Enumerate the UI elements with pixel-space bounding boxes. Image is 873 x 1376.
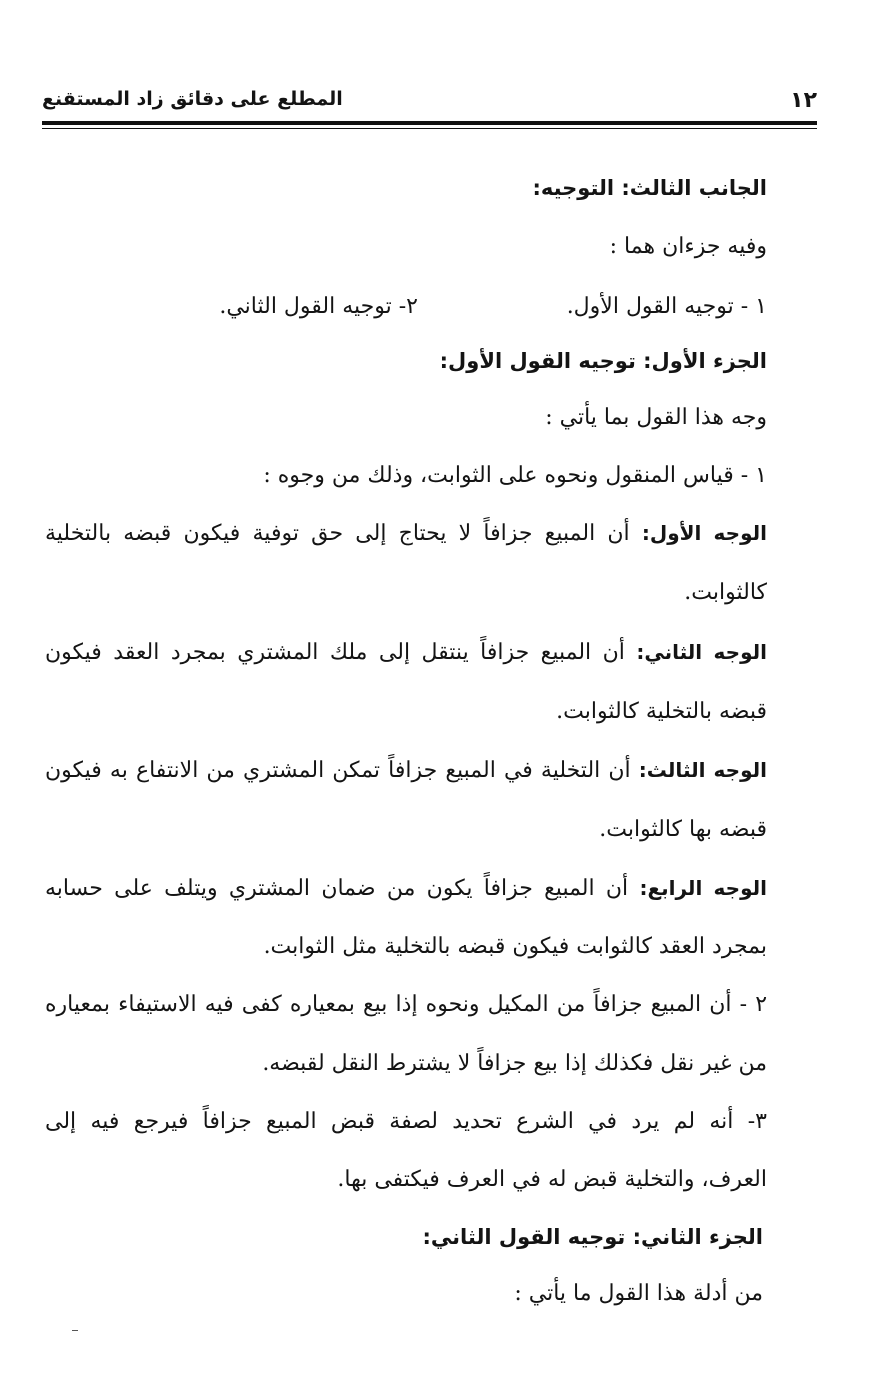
point-three-line-1: ٣- أنه لم يرد في الشرع تحديد لصفة قبض المبيع جزافاً فيرجع فيه إلى	[45, 1109, 767, 1134]
header-rule-thick	[42, 121, 817, 125]
aspect-three-text: أن التخلية في المبيع جزافاً تمكن المشتري من الانتفاع به فيكون	[45, 758, 631, 783]
aspect-one-text: أن المبيع جزافاً لا يحتاج إلى حق توفية فيكون قبضه بالتخلية	[45, 521, 630, 546]
aspect-four-label: الوجه الرابع:	[639, 876, 767, 900]
aspect-three-label: الوجه الثالث:	[638, 758, 767, 782]
header-rule-thin	[42, 128, 817, 129]
part-two-heading: الجزء الثاني: توجيه القول الثاني:	[422, 1225, 763, 1249]
point-three-line-2: العرف، والتخلية قبض له في العرف فيكتفى بها.	[337, 1167, 767, 1192]
aspect-one-label: الوجه الأول:	[641, 521, 767, 545]
aspect-four-text: أن المبيع جزافاً يكون من ضمان المشتري ويتلف على حسابه	[45, 876, 629, 901]
part-one-intro: وجه هذا القول بما يأتي :	[545, 405, 767, 430]
aspect-four-line-1	[45, 872, 767, 906]
part-two-intro: من أدلة هذا القول ما يأتي :	[514, 1281, 763, 1306]
aspect-two-label: الوجه الثاني:	[636, 640, 767, 664]
aspect-three-line-2: قبضه بها كالثوابت.	[599, 817, 767, 842]
aspect-one-line-2: كالثوابت.	[684, 580, 767, 605]
list-item-first: ١ - توجيه القول الأول.	[566, 294, 767, 319]
part-one-heading: الجزء الأول: توجيه القول الأول:	[439, 349, 767, 373]
aspect-two-line-1	[45, 636, 767, 670]
page-header	[42, 86, 817, 120]
point-two-line-2: من غير نقل فكذلك إذا بيع جزافاً لا يشترط النقل لقبضه.	[262, 1051, 767, 1076]
intro-line: وفيه جزءان هما :	[609, 234, 767, 259]
aspect-three-line-1	[45, 754, 767, 788]
list-item-second: ٢- توجيه القول الثاني.	[219, 294, 418, 319]
section-heading: الجانب الثالث: التوجيه:	[532, 176, 767, 200]
page-number: ١٢	[790, 88, 817, 113]
running-title: المطلع على دقائق زاد المستقنع	[42, 88, 343, 110]
aspect-two-line-2: قبضه بالتخلية كالثوابت.	[556, 699, 767, 724]
aspect-four-line-2: بمجرد العقد كالثوابت فيكون قبضه بالتخلية مثل الثوابت.	[263, 934, 767, 959]
page-speck	[72, 1330, 78, 1331]
aspect-two-text: أن المبيع جزافاً ينتقل إلى ملك المشتري بمجرد العقد فيكون	[45, 640, 625, 665]
point-two-line-1: ٢ - أن المبيع جزافاً من المكيل ونحوه إذا بيع بمعياره كفى فيه الاستيفاء بمعياره	[45, 992, 768, 1017]
point-one: ١ - قياس المنقول ونحوه على الثوابت، وذلك من وجوه :	[263, 463, 767, 488]
aspect-one-line-1	[45, 517, 767, 551]
